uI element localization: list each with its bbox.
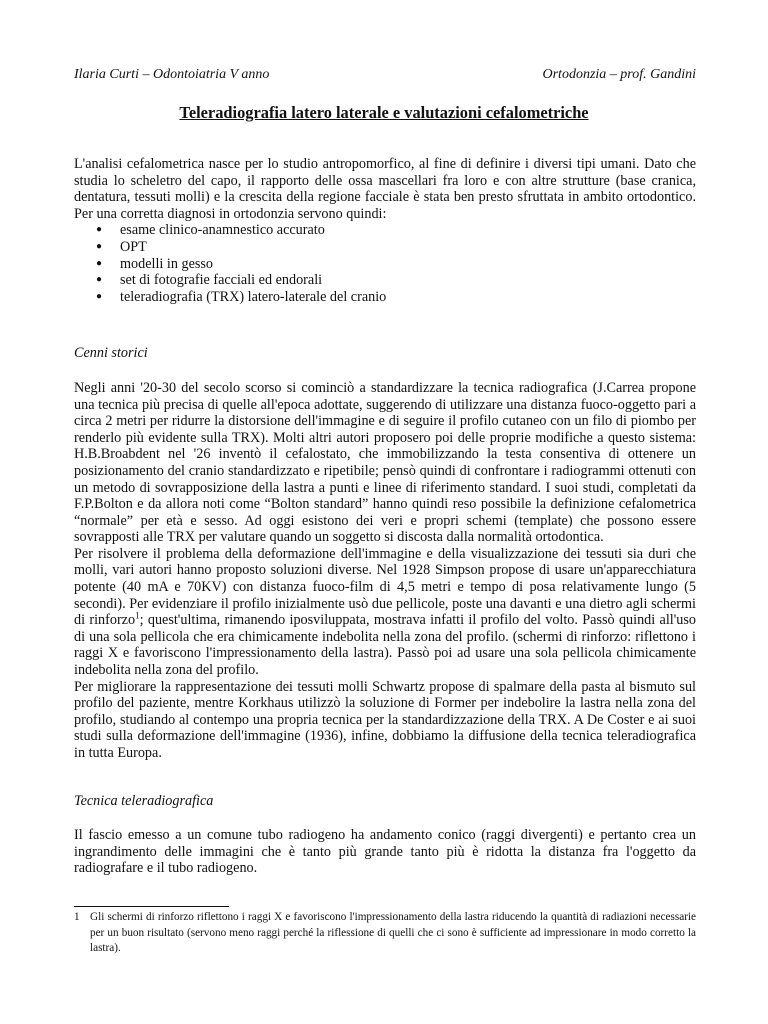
list-item: ● teleradiografia (TRX) latero-laterale del cranio (74, 289, 696, 306)
section-heading-tecnica: Tecnica teleradiografica (74, 792, 214, 809)
page-header (74, 66, 696, 84)
list-item: ● esame clinico-anamnestico accurato (74, 222, 696, 239)
document-title (0, 103, 768, 123)
history-paragraph-3: Per migliorare la rappresentazione dei tessuti molli Schwartz propose di spalmare della pasta al bismuto sul profilo del paziente, mentre Korkhaus utilizzò la soluzione di Former per indebolire la lastra nella zona del profilo, studiando al contempo una propria tecnica per la standardizzazione della TRX. A De Coster e ai suoi studi sulla deformazione dell'immagine (1936), infine, dobbiamo la diffusione della tecnica teleradiografica in tutta Europa. (74, 678, 696, 761)
history-paragraph-1: Negli anni '20-30 del secolo scorso si cominciò a standardizzare la tecnica radiografica (J.Carrea propone una tecnica più precisa di quelle all'epoca adottate, suggerendo di utilizzare una distanza fuoco-oggetto pari a circa 2 metri per ridurre la distorsione dell'immagine e di seguire il profilo cutaneo con un filo di piombo per renderlo più evidente sulla TRX). Molti altri autori proposero poi delle proprie modifiche a questo sistema: H.B.Broabdent nel '26 inventò il cefalostato, che immobilizzando la testa consentiva di ottenere un posizionamento del cranio standardizzato e ripetibile; pensò quindi di confrontare i radiogrammi ottenuti con un metodo di sovrapposizione della lastra a punti e linee di riferimento standard. I suoi studi, completati da F.P.Bolton e da allora noti come “Bolton standard” hanno quindi reso possibile la definizione cefalometrica “normale” per età e sesso. Ad oggi esistono dei veri e propri schemi (template) che possono essere sovrapposti alle TRX per valutare quando un soggetto si discosta dalla normalità ortodontica. (74, 379, 696, 546)
footnote (74, 910, 696, 957)
header-author: Ilaria Curti – Odontoiatria V anno (74, 67, 270, 82)
section-heading-cenni-storici: Cenni storici (74, 345, 148, 362)
header-course: Ortodonzia – prof. Gandini (542, 67, 696, 82)
history-paragraph-2 (74, 546, 696, 679)
technique-paragraph-1: Il fascio emesso a un comune tubo radiogeno ha andamento conico (raggi divergenti) e pertanto crea un ingrandimento delle immagini che è tanto più grande tanto più è ridotta la distanza fra l'oggetto da radiografare e il tubo radiogeno. (74, 827, 696, 877)
footnote-number: 1 (74, 911, 80, 923)
intro-paragraph: L'analisi cefalometrica nasce per lo studio antropomorfico, al fine di definire i diversi tipi umani. Dato che studia lo scheletro del capo, il rapporto delle ossa mascellari fra loro e con altre strutture (base cranica, dentatura, tessuti molli) e la crescita della regione facciale è stata ben presto sfruttata in ambito ortodontico. Per una corretta diagnosi in ortodonzia servono quindi: (74, 156, 696, 222)
list-item: ● modelli in gesso (74, 256, 696, 273)
list-item: ● set di fotografie facciali ed endorali (74, 272, 696, 289)
footnote-divider (74, 906, 229, 907)
footnote-text: Gli schermi di rinforzo riflettono i raggi X e favoriscono l'impressionamento della lastra riducendo la quantità di radiazioni necessarie per un buon risultato (servono meno raggi perché la riflessione di quelli che ci sono è sufficiente ad impressionare in modo corretto la lastra). (90, 911, 696, 955)
list-item: ● OPT (74, 239, 696, 256)
footnote-reference[interactable]: 1 (135, 610, 140, 621)
history-paragraph-2-end: ; quest'ultima, rimanendo iposviluppata, mostrava infatti il profilo del volto. Passò quindi all'uso di una sola pellicola che era chimicamente indebolita nella zona del profilo. (schermi di rinforzo: riflettono i raggi X e favoriscono l'impressionamento della lastra). Passò poi ad usare una sola pellicola chimicamente indebolita nella zona del profilo. (74, 612, 696, 679)
requirements-list (74, 222, 696, 305)
history-paragraph-2-start: Per risolvere il problema della deformazione dell'immagine e della visualizzazione dei tessuti sia duri che molli, vari autori hanno proposto soluzioni diverse. Nel 1928 Simpson propose di usare un'apparecchiatura potente (40 mA e 70KV) con distanza fuoco-film di 4,5 metri e tempo di posa relativamente lungo (5 secondi). Per evidenziare il profilo inizialmente usò due pellicole, poste una davanti e una dietro agli schermi di rinforzo (74, 545, 696, 629)
document-body (74, 156, 696, 877)
document-title-text: Teleradiografia latero laterale e valutazioni cefalometriche (179, 103, 589, 122)
